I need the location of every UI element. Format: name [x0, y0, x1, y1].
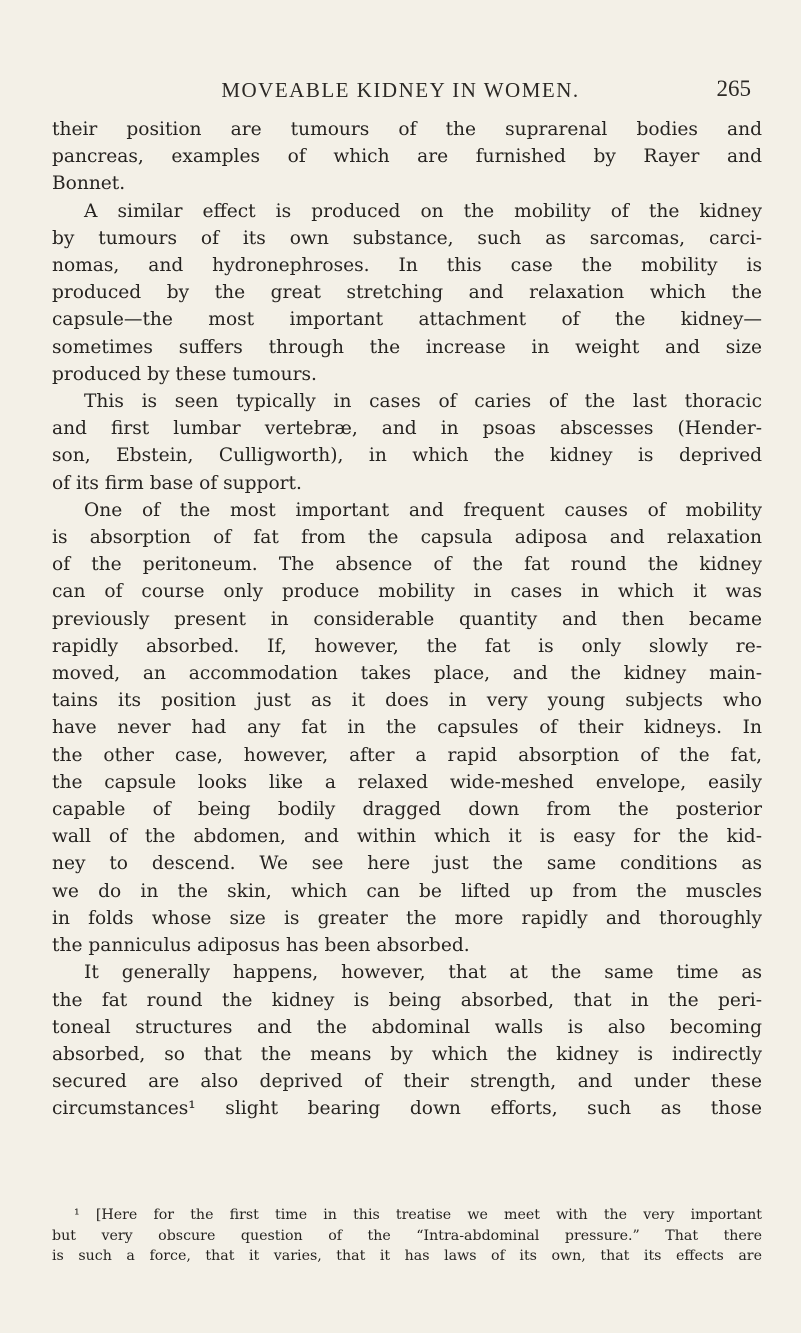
running-title: MOVEABLE KIDNEY IN WOMEN.: [221, 78, 580, 102]
text-line: capsule—the most important attachment of the kidney—: [52, 309, 762, 331]
text-line: by tumours of its own substance, such as sarcomas, carci-: [52, 227, 762, 249]
text-line: the capsule looks like a relaxed wide-meshed envelope, easily: [52, 771, 762, 793]
text-line: we do in the skin, which can be lifted up from the muscles: [52, 880, 762, 902]
text-line: the fat round the kidney is being absorbed, that in the peri-: [52, 989, 762, 1011]
text-line: sometimes suffers through the increase in weight and size: [52, 336, 762, 358]
footnotes: [52, 1205, 762, 1267]
body-text: [52, 116, 762, 1123]
text-line: can of course only produce mobility in cases in which it was: [52, 581, 762, 603]
text-line: their position are tumours of the suprarenal bodies and: [52, 119, 762, 140]
text-line: son, Ebstein, Culligworth), in which the kidney is deprived: [52, 445, 762, 467]
text-line: circumstances¹ slight bearing down efforts, such as those: [52, 1098, 762, 1120]
text-line: toneal structures and the abdominal walls is also becoming: [52, 1016, 762, 1038]
text-line: produced by these tumours.: [52, 363, 317, 385]
text-line: the other case, however, after a rapid absorption of the fat,: [52, 744, 762, 766]
footnote-line: but very obscure question of the “Intra-abdominal pressure.” That there: [52, 1227, 762, 1244]
text-line: have never had any fat in the capsules of their kidneys. In: [52, 717, 762, 739]
text-line: in folds whose size is greater the more rapidly and thoroughly: [52, 907, 762, 929]
text-line: previously present in considerable quantity and then became: [52, 608, 762, 630]
text-line: produced by the great stretching and relaxation which the: [52, 282, 762, 304]
page-number: 265: [716, 76, 751, 101]
text-line: tains its position just as it does in very young subjects who: [52, 690, 762, 712]
footnote-line: is such a force, that it varies, that it has laws of its own, that its effects are: [52, 1248, 762, 1264]
text-line: A similar effect is produced on the mobility of the kidney: [84, 200, 762, 222]
text-line: This is seen typically in cases of caries of the last thoracic: [84, 391, 762, 413]
text-line: One of the most important and frequent causes of mobility: [84, 499, 762, 521]
text-line: secured are also deprived of their strength, and under these: [52, 1071, 762, 1093]
text-line: rapidly absorbed. If, however, the fat is only slowly re-: [52, 635, 762, 657]
text-line: wall of the abdomen, and within which it is easy for the kid-: [52, 826, 762, 848]
text-line: the panniculus adiposus has been absorbed.: [52, 935, 470, 957]
text-line: Bonnet.: [52, 173, 126, 195]
text-line: absorbed, so that the means by which the kidney is indirectly: [52, 1043, 762, 1065]
text-line: nomas, and hydronephroses. In this case the mobility is: [52, 255, 762, 277]
text-line: moved, an accommodation takes place, and the kidney main-: [52, 663, 762, 685]
text-line: of its firm base of support.: [52, 472, 302, 494]
text-line: capable of being bodily dragged down from the posterior: [52, 799, 762, 821]
text-line: of the peritoneum. The absence of the fat round the kidney: [52, 554, 762, 576]
text-line: It generally happens, however, that at the same time as: [84, 962, 762, 984]
text-line: and first lumbar vertebræ, and in psoas abscesses (Hender-: [52, 418, 762, 440]
footnote-line: ¹ [Here for the first time in this treatise we meet with the very important: [74, 1207, 762, 1223]
page-header: [0, 74, 801, 104]
text-line: pancreas, examples of which are furnished by Rayer and: [52, 146, 762, 168]
text-line: is absorption of fat from the capsula adiposa and relaxation: [52, 527, 762, 549]
text-line: ney to descend. We see here just the same conditions as: [52, 853, 762, 875]
